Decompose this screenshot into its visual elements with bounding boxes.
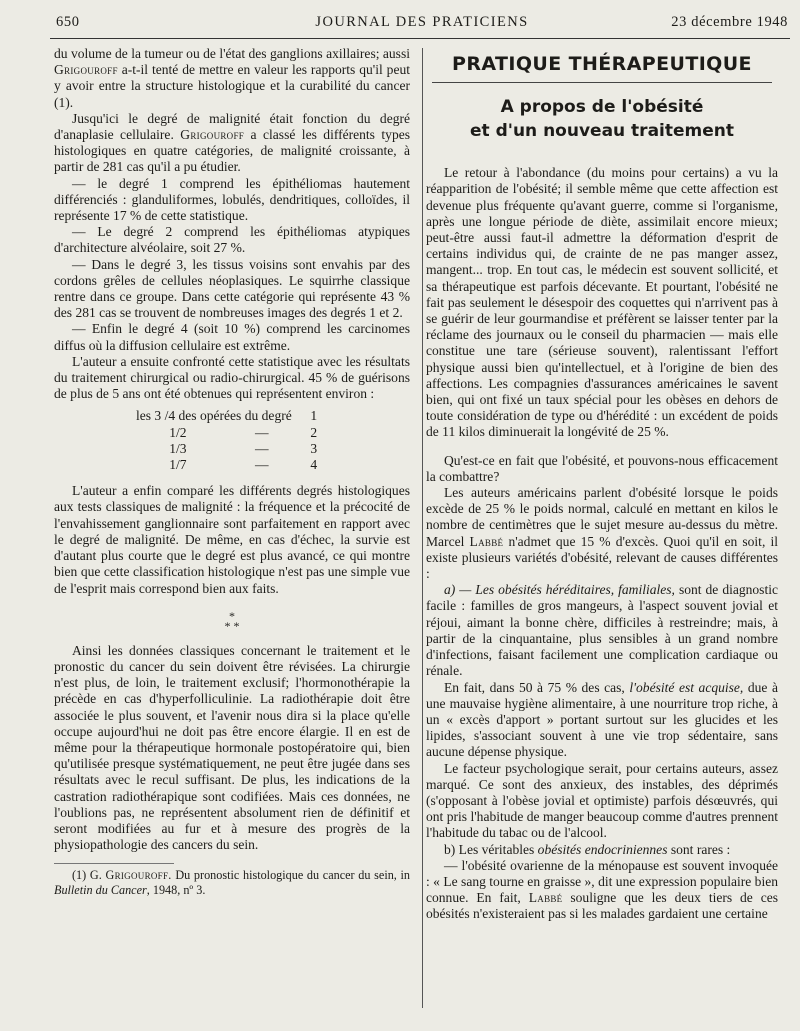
table-row bbox=[130, 425, 330, 441]
emphasis: l'obésité est acquise, bbox=[629, 679, 744, 695]
text: Jusqu'ici le degré de malignité était fonction du degré d'anaplasie cellulaire. bbox=[54, 110, 410, 143]
emphasis: Les obésités héréditaires, familiales, bbox=[475, 582, 675, 598]
table-cell: les 3 /4 des opérées du degré bbox=[136, 408, 292, 424]
paragraph bbox=[426, 842, 778, 858]
asterisk: * * bbox=[224, 618, 240, 633]
text: due à une mauvaise hygiène alimentaire, à une nourriture trop riche, à un « excès d'apport » portant surtout sur les glucides et les lipides, s'associant souvent à une vie trop sédentaire, sans aucune dépense physique. bbox=[426, 679, 778, 760]
left-column bbox=[54, 46, 410, 898]
author-name: Labbé bbox=[528, 890, 563, 906]
spacer bbox=[426, 441, 778, 453]
page-number: 650 bbox=[56, 14, 80, 30]
paragraph: Le facteur psychologique serait, pour certains auteurs, assez marqué. Ce sont des anxieux, des instables, des déprimés (s'opposant à l'obèse jovial et optimiste) parfois désœuvrés, qui ont pris l'habitude de manger beaucoup comme d'autres prennent l'habitude du tabac ou de l'alcool. bbox=[426, 760, 778, 841]
author-name: Grigouroff bbox=[54, 62, 118, 78]
paragraph bbox=[54, 111, 410, 176]
asterisk: * bbox=[229, 608, 235, 623]
paragraph: Ainsi les données classiques concernant le traitement et le pronostic du cancer du sein doivent être révisées. La chirurgie n'est plus, de loin, le traitement exclusif; l'hormonothérapie la précède en cas d'hyperfolliculinie. La radiothérapie doit être associée le plus souvent, et l'avenir nous dira si la place qu'elle occupe aujourd'hui ne doit pas être encore élargie. Il en est de même pour la thérapeutique hormonale postopératoire qui, bien qu'utilisée presque systématiquement, ne peut être jugée dans ses résultats avec le recul suffisant. De plus, les indications de la castration radiothérapique sont codifiées. Mais ces données, ne l'oublions pas, ne représentent absolument rien de définitif et seront modifiées au fur et à mesure des progrès de la physiopathologie des cancers du sein. bbox=[54, 642, 410, 853]
right-column bbox=[426, 46, 778, 923]
paragraph: L'auteur a ensuite confronté cette statistique avec les résultats du traitement chirurgical ou radio-chirurgical. 45 % de guérisons de plus de 5 ans ont été obtenues qui représentent environ : bbox=[54, 353, 410, 402]
text: souligne que les deux tiers de ces obésités n'existeraient pas si les malades gardaient une certaine bbox=[426, 890, 779, 922]
table-cell: — bbox=[254, 457, 269, 473]
table-cell: 1 bbox=[310, 408, 318, 424]
footnote bbox=[54, 868, 410, 898]
text: du volume de la tumeur ou de l'état des ganglions axillaires; aussi bbox=[54, 46, 410, 61]
paragraph bbox=[426, 680, 778, 761]
paragraph bbox=[426, 858, 778, 923]
table-cell: — bbox=[254, 424, 269, 440]
paragraph bbox=[54, 46, 410, 111]
text: sont de diagnostic facile : familles de gros mangeurs, à l'aspect souvent jovial et réjoui, aimant la bonne chère, difficiles à restreindre; mais, à partir de la cinquantaine, plus sensibles à un grand nombre d'infections, faisant facilement une complication cardiaque ou rénale. bbox=[426, 582, 778, 679]
text: sont rares : bbox=[670, 841, 731, 857]
journal-title: JOURNAL DES PRATICIENS bbox=[315, 14, 529, 30]
list-label: a) — bbox=[444, 582, 472, 598]
table-cell: 1/2 bbox=[169, 424, 187, 440]
table-row bbox=[130, 441, 330, 457]
paragraph: — Dans le degré 3, les tissus voisins sont envahis par des cordons grêles de cellules néoplasiques. Le squirrhe classique rentre dans ce groupe. Dans cette catégorie qui représente 43 % des 281 cas se trouvent de nombreuses images des degrés 1 et 2. bbox=[54, 256, 410, 321]
table-cell: 2 bbox=[310, 424, 318, 440]
text: , 1948, nº 3. bbox=[146, 883, 206, 898]
paragraph bbox=[426, 485, 778, 582]
paragraph: — le degré 1 comprend les épithéliomas hautement différenciés : glanduliformes, lobulés, dendritiques, colloïdes, il représente 17 % de cette statistique. bbox=[54, 175, 410, 224]
author-name: Grigouroff. bbox=[105, 868, 172, 883]
article-title bbox=[426, 95, 778, 143]
text: a-t-il tenté de mettre en valeur les rapports qu'il peut y avoir entre la structure histologique et la curabilité du cancer (1). bbox=[54, 62, 411, 110]
paragraph: Le retour à l'abondance (du moins pour certains) a vu la réapparition de l'obésité; il semble même que cette affection est devenue plus fréquente qu'avant guerre, comme si l'organisme, après une longue période de diète, assimilait encore mieux; peut-être aussi faut-il admettre la déformation d'esprit de certains individus qui, de crainte de ne pas manger assez, mangent... trop. En tout cas, le médecin est souvent sollicité, et sa thérapeutique est parfois décevante. Et pourtant, l'obésité ne fait pas seulement le désespoir des coquettes qui n'arrivent pas à se guérir de leur gourmandise et préfèrent se laisser tenter par la réclame des journaux ou le conseil du pharmacien — mais elle constitue une tare (sérieuse souvent), ralentissant l'effort physique aussi bien qu'intellectuel, et à l'origine de bien des affections. Les compagnies d'assurances américaines le savent bien, qui ont fixé un taux spécial pour les obèses en dehors de toute considération de type ou d'hérédité : un excédent de poids de 11 kilos diminuerait la longévité de 25 %. bbox=[426, 165, 778, 440]
column-divider bbox=[422, 48, 423, 1008]
text: Du pronostic histologique du cancer du sein, in bbox=[175, 868, 411, 883]
table-cell: — bbox=[254, 440, 269, 456]
journal-name: Bulletin du Cancer bbox=[54, 883, 147, 898]
paragraph: L'auteur a enfin comparé les différents degrés histologiques aux tests classiques de malignité : la fréquence et la précocité de l'envahissement ganglionnaire sont parfaitement en rapport avec le degré de malignité. De même, en cas d'échec, la survie est d'autant plus courte que le degré est plus avancé, ce qui montre bien que cette classification histologique n'est pas une simple vue de l'esprit mais correspond bien aux faits. bbox=[54, 483, 410, 596]
text: En fait, dans 50 à 75 % des cas, bbox=[444, 679, 625, 695]
text: a classé les différents types histologiques en quatre catégories, de malignité croissante, à partir de 281 cas qu'il a pu étudier. bbox=[54, 127, 410, 175]
section-rule bbox=[432, 82, 772, 83]
section-heading: PRATIQUE THÉRAPEUTIQUE bbox=[452, 53, 752, 75]
title-line: et d'un nouveau traitement bbox=[470, 121, 734, 142]
title-line: A propos de l'obésité bbox=[500, 97, 704, 118]
issue-date: 23 décembre 1948 bbox=[671, 14, 788, 30]
paragraph bbox=[426, 582, 778, 679]
paragraph: — Enfin le degré 4 (soit 10 %) comprend les carcinomes diffus où la diffusion cellulaire est extrême. bbox=[54, 321, 410, 353]
text: Les auteurs américains parlent d'obésité lorsque le poids excède de 25 % le poids normal, calculé en mettant en kilos le nombre de centimètres que le sujet mesure au-dessus du mètre. Marcel bbox=[426, 485, 778, 549]
table-cell: 3 bbox=[310, 440, 318, 456]
author-name: Grigouroff bbox=[180, 127, 245, 143]
paragraph: Qu'est-ce en fait que l'obésité, et pouvons-nous efficacement la combattre? bbox=[426, 452, 778, 484]
text: (1) G. bbox=[72, 868, 102, 883]
paragraph: — Le degré 2 comprend les épithéliomas atypiques d'architecture alvéolaire, soit 27 %. bbox=[54, 224, 410, 256]
header-rule bbox=[50, 38, 790, 39]
table-cell: 1/7 bbox=[169, 457, 187, 473]
table-row bbox=[130, 457, 330, 473]
emphasis: obésités endocriniennes bbox=[537, 841, 668, 857]
table-cell: 1/3 bbox=[169, 440, 187, 456]
text: — l'obésité ovarienne de la ménopause est souvent invoquée : « Le sang tourne en graisse », dit une expression populaire bien connue. En fait, bbox=[426, 857, 778, 906]
text: b) Les véritables bbox=[444, 841, 535, 857]
author-name: Labbé bbox=[469, 533, 504, 549]
text: n'admet que 15 % d'excès. Quoi qu'il en soit, il existe plusieurs variétés d'obésité, relevant de causes différentes : bbox=[426, 533, 779, 582]
footnote-rule bbox=[54, 863, 174, 864]
section-break-asterisks bbox=[54, 608, 410, 633]
cure-rate-table bbox=[130, 408, 330, 473]
table-cell: 4 bbox=[310, 457, 318, 473]
table-row bbox=[130, 408, 330, 424]
page-header bbox=[56, 12, 788, 34]
